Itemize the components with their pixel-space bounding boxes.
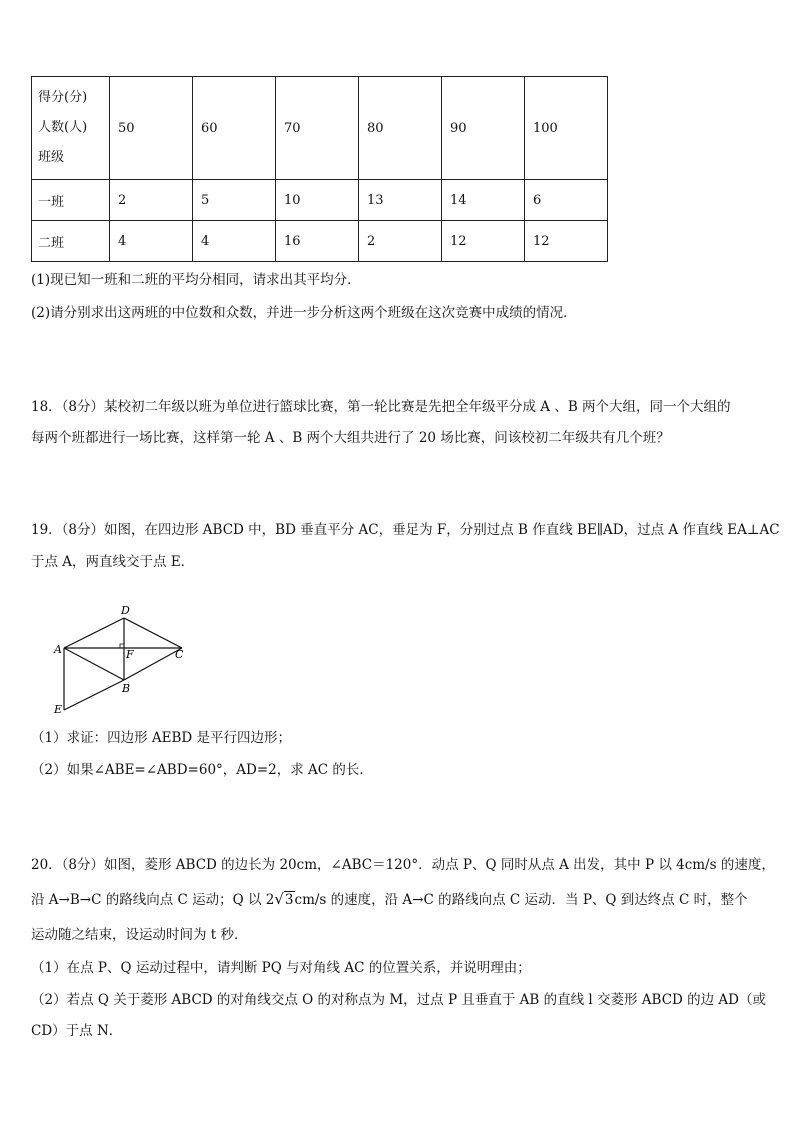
sqrt-radicand: 3 — [284, 892, 294, 908]
class-cell: 二班 — [32, 221, 110, 262]
q20-line2 — [31, 889, 748, 910]
header-label-score: 得分(分) — [38, 90, 88, 105]
q20-part2-line1: （2）若点 Q 关于菱形 ABCD 的对角线交点 O 的对称点为 M，过点 P 且垂直于 AB 的直线 l 交菱形 ABCD 的边 AD（或 — [31, 992, 766, 1008]
score-cell: 50 — [110, 77, 193, 180]
label-a: A — [54, 643, 62, 656]
class-cell: 一班 — [32, 180, 110, 221]
score-cell: 100 — [525, 77, 608, 180]
table-row — [32, 221, 608, 262]
q20-line3: 运动随之结束，设运动时间为 t 秒． — [31, 927, 248, 943]
value-cell: 12 — [525, 221, 608, 262]
label-c: C — [175, 648, 184, 661]
label-d: D — [121, 604, 130, 617]
q19-part1: （1）求证：四边形 AEBD 是平行四边形； — [31, 730, 292, 746]
q17-part1: (1)现已知一班和二班的平均分相同，请求出其平均分． — [31, 272, 361, 288]
q17-part2: (2)请分别求出这两班的中位数和众数，并进一步分析这两个班级在这次竞赛中成绩的情况． — [31, 305, 577, 321]
header-label-cell — [32, 77, 110, 180]
score-table — [31, 76, 608, 262]
q19-line1: 19．（8分）如图，在四边形 ABCD 中，BD 垂直平分 AC，垂足为 F，分别过点 B 作直线 BE∥AD，过点 A 作直线 EA⊥AC — [31, 522, 780, 538]
label-b: B — [122, 682, 131, 695]
q20-line2-part-b: cm/s 的速度，沿 A→C 的路线向点 C 运动．当 P、Q 到达终点 C 时，整个 — [294, 892, 748, 908]
score-cell: 90 — [442, 77, 525, 180]
score-cell: 80 — [359, 77, 442, 180]
quadrilateral-figure — [50, 600, 200, 718]
q20-part2-line2: CD）于点 N． — [31, 1023, 123, 1039]
value-cell: 14 — [442, 180, 525, 221]
value-cell: 12 — [442, 221, 525, 262]
q19-line2: 于点 A，两直线交于点 E． — [31, 554, 195, 570]
score-cell: 70 — [276, 77, 359, 180]
value-cell: 5 — [193, 180, 276, 221]
segment-dc — [124, 618, 182, 648]
value-cell: 13 — [359, 180, 442, 221]
value-cell: 16 — [276, 221, 359, 262]
segment-ad — [64, 618, 124, 648]
value-cell: 2 — [359, 221, 442, 262]
value-cell: 2 — [110, 180, 193, 221]
value-cell: 10 — [276, 180, 359, 221]
q20-line2-part-a: 沿 A→B→C 的路线向点 C 运动；Q 以 2 — [31, 892, 275, 908]
value-cell: 4 — [193, 221, 276, 262]
header-label-count: 人数(人) — [38, 120, 88, 135]
table-header-row — [32, 77, 608, 180]
sqrt-symbol: √ — [274, 890, 284, 908]
table-row — [32, 180, 608, 221]
segment-ab — [64, 648, 124, 680]
q18-line2: 每两个班都进行一场比赛，这样第一轮 A 、B 两个大组共进行了 20 场比赛，问该校初二年级共有几个班？ — [31, 430, 670, 446]
label-e: E — [54, 703, 63, 716]
value-cell: 4 — [110, 221, 193, 262]
header-label-class: 班级 — [38, 150, 65, 165]
q19-part2: （2）如果∠ABE=∠ABD=60°，AD=2，求 AC 的长． — [31, 762, 373, 778]
q18-line1: 18．（8分）某校初二年级以班为单位进行篮球比赛，第一轮比赛是先把全年级平分成 A 、B 两个大组，同一个大组的 — [31, 399, 731, 415]
q20-line1: 20．（8分）如图，菱形 ABCD 的边长为 20cm，∠ABC＝120°．动点 P、Q 同时从点 A 出发，其中 P 以 4cm/s 的速度， — [31, 857, 775, 873]
score-cell: 60 — [193, 77, 276, 180]
label-f: F — [126, 648, 134, 661]
segment-eb — [64, 680, 124, 710]
value-cell: 6 — [525, 180, 608, 221]
q20-part1: （1）在点 P、Q 运动过程中，请判断 PQ 与对角线 AC 的位置关系，并说明理由； — [31, 960, 531, 976]
